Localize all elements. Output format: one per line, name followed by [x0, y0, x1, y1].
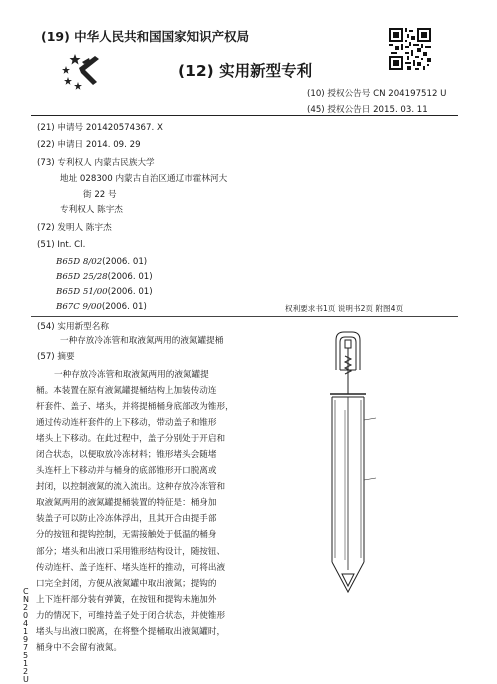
- address-line-2: 街 22 号: [83, 190, 117, 200]
- qr-code-icon: [389, 28, 431, 70]
- abstract-line: 上下连杆部分装有弹簧，在按钮和提钩未施加外: [36, 594, 217, 605]
- classification-year: (2006. 01): [107, 287, 153, 297]
- classification-year: (2006. 01): [101, 302, 147, 312]
- abstract-line: 一种存放冷冻管和取液氮两用的液氮罐提: [54, 370, 209, 380]
- classification-code: B65D 8/02: [56, 257, 103, 267]
- abstract-line: 头连杆上下移动并与桶身的底部锥形开口脱离或: [36, 466, 217, 477]
- abstract-line: 桶身中不会留有液氮。: [36, 642, 122, 653]
- classification-code: B65D 25/28: [56, 272, 108, 282]
- classification-row: [56, 287, 153, 297]
- classification-row: [56, 302, 147, 312]
- abstract-line: 堵头与出液口脱离，在将整个提桶取出液氮罐时，: [36, 626, 226, 637]
- abstract-line: 桶。本装置在原有液氮罐提桶结构上加装传动连: [36, 386, 217, 397]
- liquid-nitrogen-bucket-drawing: [318, 330, 378, 600]
- abstract-line: 分的按钮和提钩控制，无需接触处于低温的桶身: [36, 530, 217, 541]
- abstract-line: 通过传动连杆套件的上下移动，带动盖子和锥形: [36, 418, 217, 429]
- patentee-2: 专利权人 陈宇杰: [60, 205, 123, 215]
- abstract-line: 堵头上下移动。在此过程中，盖子分别处于开启和: [36, 434, 226, 445]
- cnipa-emblem-icon: [49, 46, 103, 96]
- side-publication-number: CN 204197512 U: [23, 587, 29, 684]
- abstract-line: 装盖子可以防止冷冻体浮出，且其开合由提手部: [36, 514, 217, 525]
- int-cl-label: (51) Int. Cl.: [37, 240, 86, 250]
- utility-model-title: 一种存放冷冻管和取液氮两用的液氮罐提桶: [60, 336, 224, 346]
- classification-row: [56, 272, 153, 282]
- abstract-line: 力的情况下，可维持盖子处于闭合状态，并使锥形: [36, 610, 226, 621]
- abstract-line: 取液氮两用的液氮罐提桶装置的特征是：桶身加: [36, 498, 217, 509]
- patentee: (73) 专利权人 内蒙古民族大学: [37, 158, 155, 168]
- address-line-1: 地址 028300 内蒙古自治区通辽市霍林河大: [60, 174, 228, 184]
- abstract-line: 部分；堵头和出液口采用锥形结构设计，随按钮、: [36, 546, 226, 557]
- abstract-line: 闭合状态，以便取放冷冻材料；锥形堵头会随堵: [36, 450, 217, 461]
- abstract-line: 口完全封闭，方便从液氮罐中取出液氮；提钩的: [36, 578, 217, 589]
- classification-row: [56, 257, 147, 267]
- abstract-text: [36, 367, 274, 656]
- inventor: (72) 发明人 陈宇杰: [37, 223, 112, 233]
- biblio-divider: [31, 316, 458, 317]
- abstract-line: 封闭，以控制液氮的流入流出。这种存放冷冻管和: [36, 482, 226, 493]
- pages-note: 权利要求书1页 说明书2页 附图4页: [285, 304, 404, 313]
- classification-code: B67C 9/00: [56, 302, 102, 312]
- abstract-line: 传动连杆、盖子连杆、堵头连杆的推动，可将出液: [36, 562, 226, 573]
- abstract-line: 杆套件、盖子、堵头，并将提桶桶身底部改为锥形，: [36, 402, 234, 413]
- abstract-label: (57) 摘要: [37, 352, 75, 362]
- header-divider: [31, 115, 458, 116]
- office-name: (19) 中华人民共和国国家知识产权局: [41, 29, 250, 44]
- classification-code: B65D 51/00: [56, 287, 108, 297]
- classification-year: (2006. 01): [102, 257, 148, 267]
- document-type-title: (12) 实用新型专利: [178, 62, 313, 80]
- publication-date: (45) 授权公告日 2015. 03. 11: [307, 105, 428, 115]
- title-label: (54) 实用新型名称: [37, 322, 109, 332]
- publication-number: (10) 授权公告号 CN 204197512 U: [307, 89, 447, 99]
- classification-year: (2006. 01): [107, 272, 153, 282]
- application-date: (22) 申请日 2014. 09. 29: [37, 140, 141, 150]
- application-number: (21) 申请号 201420574367. X: [37, 123, 163, 133]
